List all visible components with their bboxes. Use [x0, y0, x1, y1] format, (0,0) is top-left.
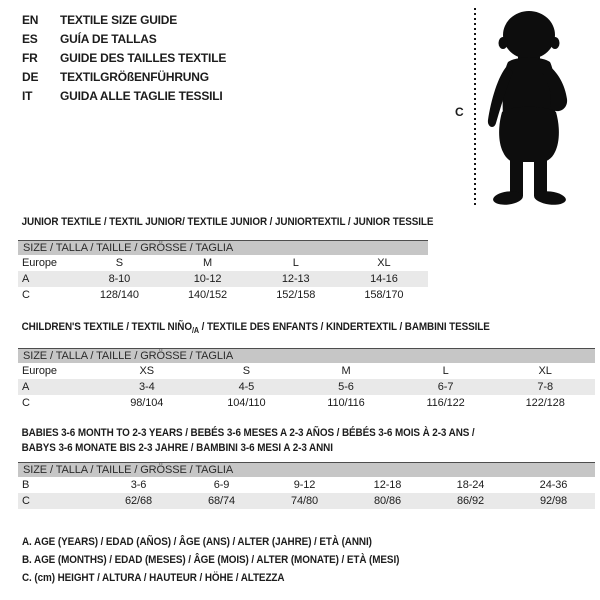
size-value-cell: L	[442, 365, 449, 378]
baby-silhouette-icon	[482, 10, 574, 206]
size-value-cell: 14-16	[370, 273, 398, 285]
size-value-cell: S	[242, 365, 251, 378]
size-value-cell: M	[341, 365, 351, 378]
row-label-cell: A	[22, 273, 30, 285]
babies-textile-section	[18, 426, 595, 509]
table-row	[18, 477, 595, 493]
language-title: GUÍA DE TALLAS	[60, 32, 157, 46]
size-value-cell: 128/140	[99, 289, 139, 301]
children-section-title	[18, 321, 537, 337]
size-value-cell: 12-13	[281, 273, 310, 285]
legend-line: A. AGE (YEARS) / EDAD (AÑOS) / ÂGE (ANS) / ALTER (JAHRE) / ETÀ (ANNI)	[22, 536, 372, 548]
language-row	[22, 30, 226, 49]
language-row	[22, 87, 226, 106]
row-label-cell: C	[22, 397, 30, 410]
row-label-cell: C	[22, 495, 30, 507]
size-value-cell: 140/152	[188, 289, 228, 301]
language-row	[22, 68, 226, 87]
junior-textile-section	[18, 216, 434, 303]
size-value-cell: 104/110	[227, 397, 266, 410]
size-value-cell: 6-9	[213, 479, 230, 491]
table-row	[18, 287, 428, 303]
row-label-cell: A	[22, 381, 30, 394]
table-row	[18, 395, 595, 411]
size-header-bar: SIZE / TALLA / TAILLE / GRÖSSE / TAGLIA	[18, 240, 428, 255]
language-title: GUIDA ALLE TAGLIE TESSILI	[60, 89, 223, 103]
table-row	[18, 255, 428, 271]
height-dotted-line	[474, 8, 476, 206]
size-value-cell: 68/74	[207, 495, 236, 507]
size-value-cell: XS	[139, 365, 155, 378]
size-value-cell: 4-5	[238, 381, 255, 394]
language-title: TEXTILE SIZE GUIDE	[60, 13, 178, 27]
children-title-prefix: CHILDREN'S TEXTILE / TEXTIL NIÑO	[21, 321, 192, 333]
size-value-cell: 18-24	[456, 479, 485, 491]
size-value-cell: 3-6	[130, 479, 147, 491]
babies-section-title	[18, 426, 537, 456]
size-value-cell: 8-10	[108, 273, 131, 285]
size-header-bar: SIZE / TALLA / TAILLE / GRÖSSE / TAGLIA	[18, 462, 595, 477]
babies-size-table	[18, 477, 595, 509]
size-value-cell: 80/86	[373, 495, 402, 507]
size-value-cell: 122/128	[525, 397, 565, 410]
size-value-cell: 24-36	[539, 479, 568, 491]
language-row	[22, 49, 226, 68]
size-header-bar: SIZE / TALLA / TAILLE / GRÖSSE / TAGLIA	[18, 348, 595, 363]
babies-title-line2: BABYS 3-6 MONATE BIS 2-3 JAHRE / BAMBINI 3-6 MESI A 2-3 ANNI	[21, 442, 333, 454]
junior-section-title: JUNIOR TEXTILE / TEXTIL JUNIOR/ TEXTILE JUNIOR / JUNIORTEXTIL / JUNIOR TESSILE	[21, 216, 434, 228]
junior-size-table	[18, 255, 428, 303]
row-label-cell: Europe	[22, 257, 57, 269]
language-code: ES	[22, 32, 38, 46]
size-value-cell: XL	[377, 257, 391, 269]
babies-title-line1: BABIES 3-6 MONTH TO 2-3 YEARS / BEBÉS 3-6 MESES A 2-3 AÑOS / BÉBÉS 3-6 MOIS À 2-3 ANS /	[21, 427, 475, 439]
children-title-suffix: / TEXTILE DES ENFANTS / KINDERTEXTIL / BAMBINI TESSILE	[198, 321, 490, 333]
size-value-cell: L	[292, 257, 299, 269]
language-code: EN	[22, 13, 39, 27]
language-title: TEXTILGRÖßENFÜHRUNG	[60, 70, 209, 84]
size-value-cell: M	[203, 257, 213, 269]
size-value-cell: 92/98	[539, 495, 568, 507]
row-label-cell: Europe	[22, 365, 57, 378]
size-value-cell: 74/80	[290, 495, 319, 507]
size-value-cell: 98/104	[130, 397, 164, 410]
size-value-cell: 7-8	[537, 381, 553, 394]
size-value-cell: 10-12	[193, 273, 222, 285]
size-value-cell: 86/92	[456, 495, 485, 507]
children-title-subscript: /A	[191, 326, 199, 336]
language-title: GUIDE DES TAILLES TEXTILE	[60, 51, 227, 65]
size-value-cell: 62/68	[124, 495, 153, 507]
language-code: FR	[22, 51, 38, 65]
size-value-cell: 9-12	[293, 479, 316, 491]
language-code: IT	[22, 89, 33, 103]
table-row	[18, 379, 595, 395]
table-row	[18, 271, 428, 287]
measure-legend	[22, 533, 399, 587]
language-row	[22, 11, 226, 30]
language-list	[22, 11, 226, 106]
size-value-cell: 152/158	[276, 289, 316, 301]
size-value-cell: S	[115, 257, 123, 269]
size-value-cell: 3-4	[138, 381, 155, 394]
row-label-cell: C	[22, 289, 30, 301]
size-value-cell: 6-7	[437, 381, 454, 394]
table-row	[18, 493, 595, 509]
size-value-cell: 110/116	[327, 397, 365, 410]
row-label-cell: B	[22, 479, 30, 491]
children-textile-section	[18, 321, 595, 411]
legend-line: B. AGE (MONTHS) / EDAD (MESES) / ÂGE (MOIS) / ALTER (MONATE) / ETÀ (MESI)	[22, 554, 400, 566]
size-value-cell: 116/122	[426, 397, 465, 410]
legend-line: C. (cm) HEIGHT / ALTURA / HAUTEUR / HÖHE / ALTEZZA	[22, 572, 285, 584]
size-value-cell: 158/170	[364, 289, 404, 301]
table-row	[18, 363, 595, 379]
size-value-cell: 5-6	[338, 381, 354, 394]
height-measure-label: C	[455, 105, 464, 119]
size-value-cell: 12-18	[373, 479, 402, 491]
children-size-table	[18, 363, 595, 411]
size-value-cell: XL	[538, 365, 552, 378]
language-code: DE	[22, 70, 39, 84]
